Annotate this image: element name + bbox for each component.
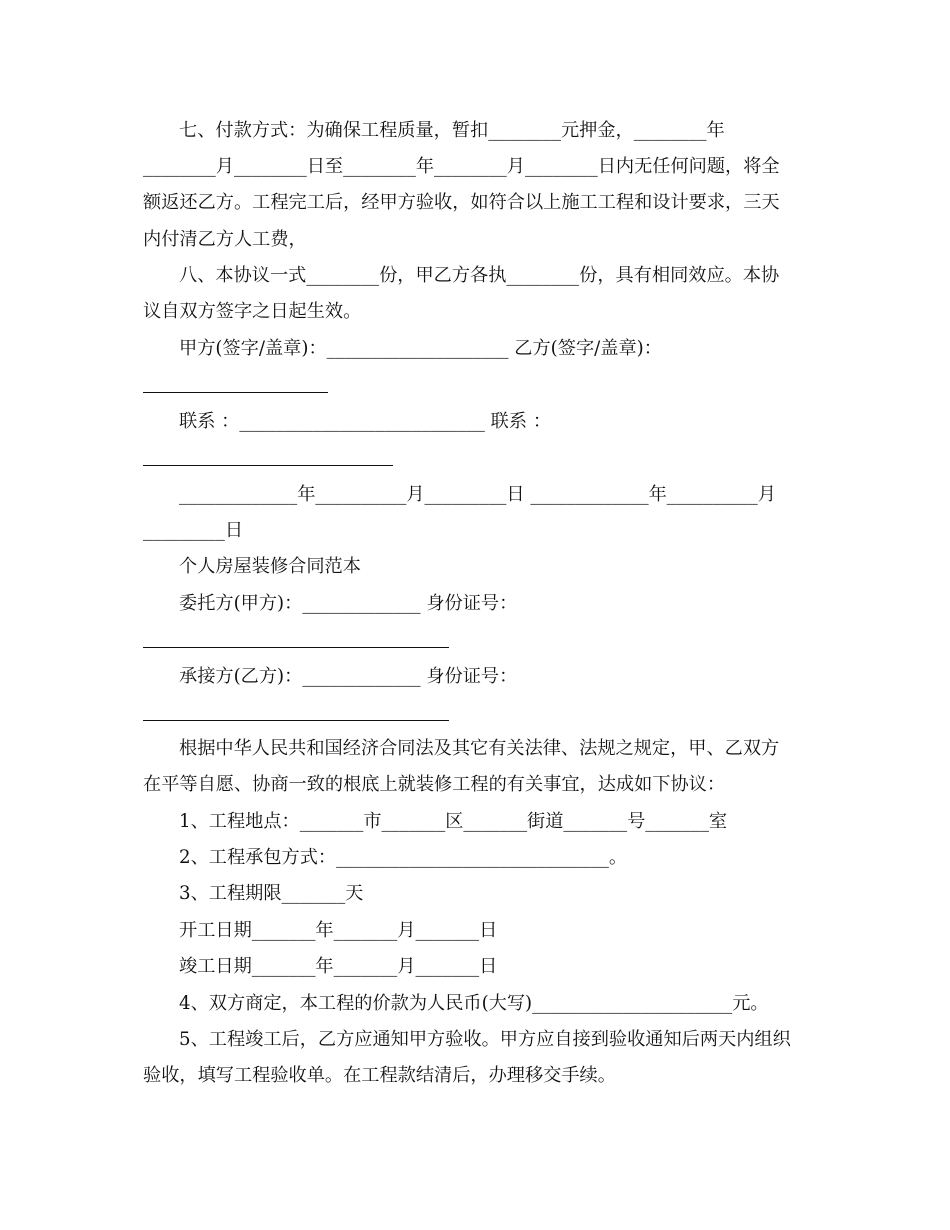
client-party-line: 委托方(甲方)：_____________ 身份证号： <box>179 593 518 614</box>
clause-7-payment-line-4: 内付清乙方人工费， <box>143 229 307 250</box>
completion-date-line: 竣工日期_______年_______月_______日 <box>179 956 498 977</box>
preamble-line-2: 在平等自愿、协商一致的根底上就装修工程的有关事宜，达成如下协议： <box>143 774 726 795</box>
clause-8-copies-line-2: 议自双方签字之日起生效。 <box>143 301 362 322</box>
section-title: 个人房屋装修合同范本 <box>179 556 361 577</box>
clause-1-location: 1、工程地点：_______市_______区_______街道_______号_______室 <box>179 811 728 832</box>
clause-7-payment-line-2: ________月________日至________年________月________日内无任何问题，将全 <box>143 156 780 177</box>
clause-7-payment-line-3: 额返还乙方。工程完工后，经甲方验收，如符合以上施工工程和设计要求，三天 <box>143 192 780 213</box>
clause-3-duration: 3、工程期限_______天 <box>179 883 364 904</box>
clause-5-acceptance-line-1: 5、工程竣工后，乙方应通知甲方验收。甲方应自接到验收通知后两天内组织 <box>179 1029 791 1050</box>
date-line-1: _____________年__________月_________日 _____________年__________月 <box>179 484 776 505</box>
start-date-line: 开工日期_______年_______月_______日 <box>179 920 498 941</box>
contractor-id-blank-rule <box>143 720 449 721</box>
contact-blank-rule <box>143 465 393 466</box>
date-line-2: _________日 <box>143 520 244 541</box>
clause-5-acceptance-line-2: 验收，填写工程验收单。在工程款结清后，办理移交手续。 <box>143 1065 616 1086</box>
contact-line: 联系 ：___________________________ 联系 ： <box>179 411 552 432</box>
signature-line: 甲方(签字/盖章)：____________________ 乙方(签字/盖章)： <box>179 338 662 359</box>
clause-8-copies-line-1: 八、本协议一式________份，甲乙方各执________份，具有相同效应。本协 <box>179 265 780 286</box>
signature-blank-rule <box>143 392 328 393</box>
clause-7-payment-line-1: 七、付款方式：为确保工程质量，暂扣________元押金，________年 <box>179 120 725 141</box>
clause-2-contract-mode: 2、工程承包方式：______________________________。 <box>179 847 628 868</box>
clause-4-price: 4、双方商定，本工程的价款为人民币(大写)______________________元。 <box>179 993 769 1014</box>
preamble-line-1: 根据中华人民共和国经济合同法及其它有关法律、法规之规定，甲、乙双方 <box>179 738 780 759</box>
client-id-blank-rule <box>143 647 449 648</box>
contractor-party-line: 承接方(乙方)：_____________ 身份证号： <box>179 666 518 687</box>
